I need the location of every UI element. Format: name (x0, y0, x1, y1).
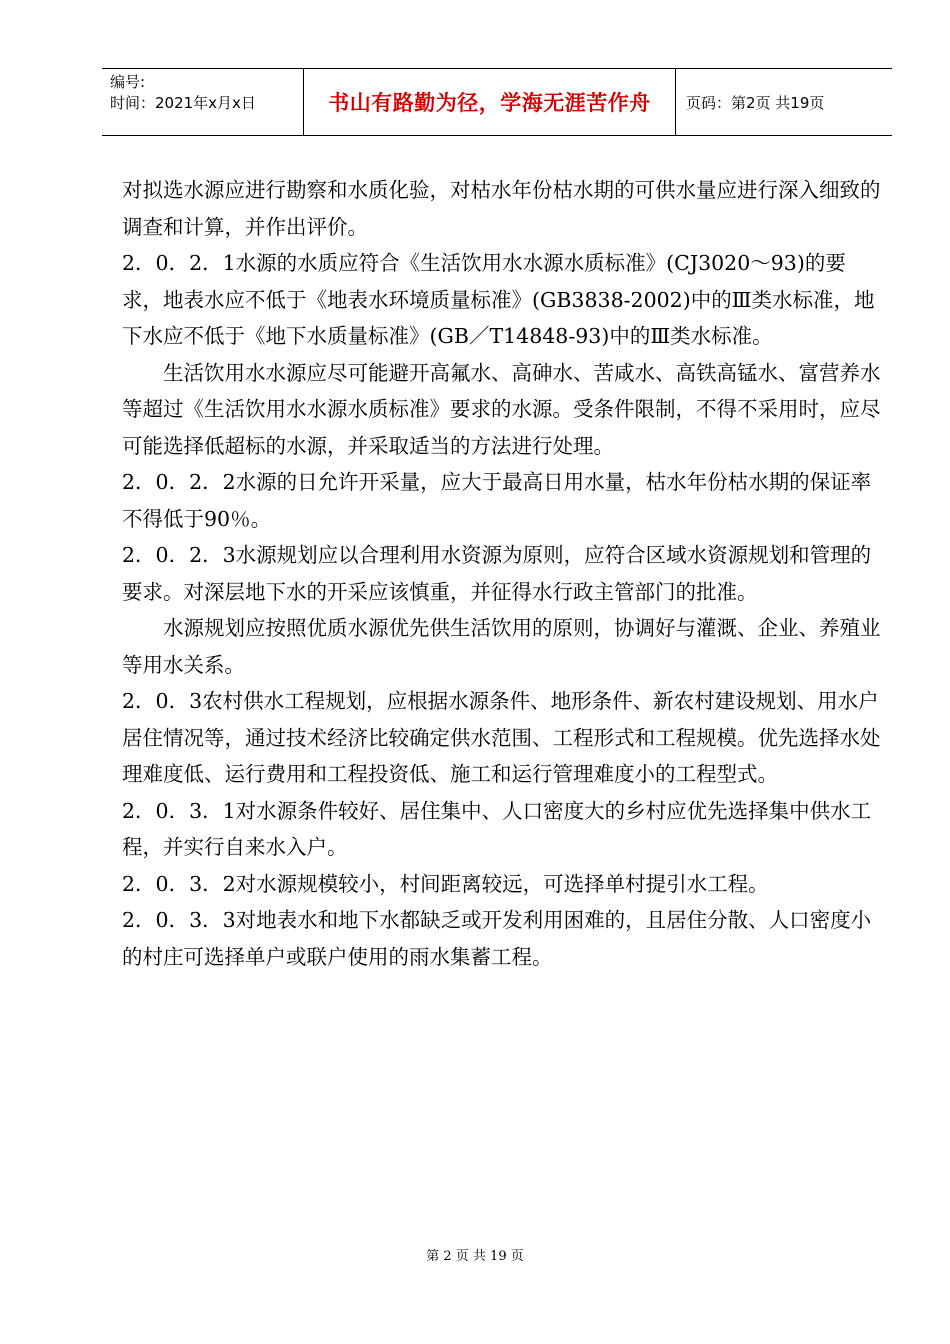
header-motto: 书山有路勤为径，学海无涯苦作舟 (304, 69, 676, 135)
paragraph: 2．0．3农村供水工程规划，应根据水源条件、地形条件、新农村建设规划、用水户居住情况等，通过技术经济比较确定供水范围、工程形式和工程规模。优先选择水处理难度低、运行费用和工程投资低、施工和运行管理难度小的工程型式。 (122, 689, 881, 786)
document-number-label: 编号: (110, 73, 146, 91)
document-header (102, 68, 892, 136)
paragraph: 2．0．2．2水源的日允许开采量，应大于最高日用水量，枯水年份枯水期的保证率不得低于90％。 (122, 470, 872, 531)
paragraph: 2．0．3．1对水源条件较好、居住集中、人口密度大的乡村应优先选择集中供水工程，并实行自来水入户。 (122, 798, 872, 859)
header-info-cell (102, 69, 304, 135)
paragraph: 生活饮用水水源应尽可能避开高氟水、高砷水、苦咸水、高铁高锰水、富营养水等超过《生活饮用水水源水质标准》要求的水源。受条件限制，不得不采用时，应尽可能选择低超标的水源，并采取适当的方法进行处理。 (122, 360, 881, 458)
paragraph: 2．0．2．1水源的水质应符合《生活饮用水水源水质标准》(CJ3020～93)的要求，地表水应不低于《地表水环境质量标准》(GB3838-2002)中的Ⅲ类水标准，地下水应不低于《地下水质量标准》(GB／T14848-93)中的Ⅲ类水标准。 (122, 251, 875, 348)
document-time-label: 时间：2021年x月x日 (110, 94, 256, 112)
paragraph: 对拟选水源应进行勘察和水质化验，对枯水年份枯水期的可供水量应进行深入细致的调查和计算，并作出评价。 (122, 178, 881, 239)
paragraph: 2．0．3．2对水源规模较小，村间距离较远，可选择单村提引水工程。 (122, 871, 769, 896)
header-page-label: 页码：第2页 共19页 (686, 93, 825, 112)
paragraph: 2．0．3．3对地表水和地下水都缺乏或开发利用困难的，且居住分散、人口密度小的村庄可选择单户或联户使用的雨水集蓄工程。 (122, 908, 872, 969)
paragraph: 水源规划应按照优质水源优先供生活饮用的原则，协调好与灌溉、企业、养殖业等用水关系。 (122, 616, 881, 677)
page-footer: 第 2 页 共 19 页 (426, 1249, 524, 1264)
document-body (122, 172, 882, 975)
paragraph: 2．0．2．3水源规划应以合理利用水资源为原则，应符合区域水资源规划和管理的要求。对深层地下水的开采应该慎重，并征得水行政主管部门的批准。 (122, 543, 872, 604)
